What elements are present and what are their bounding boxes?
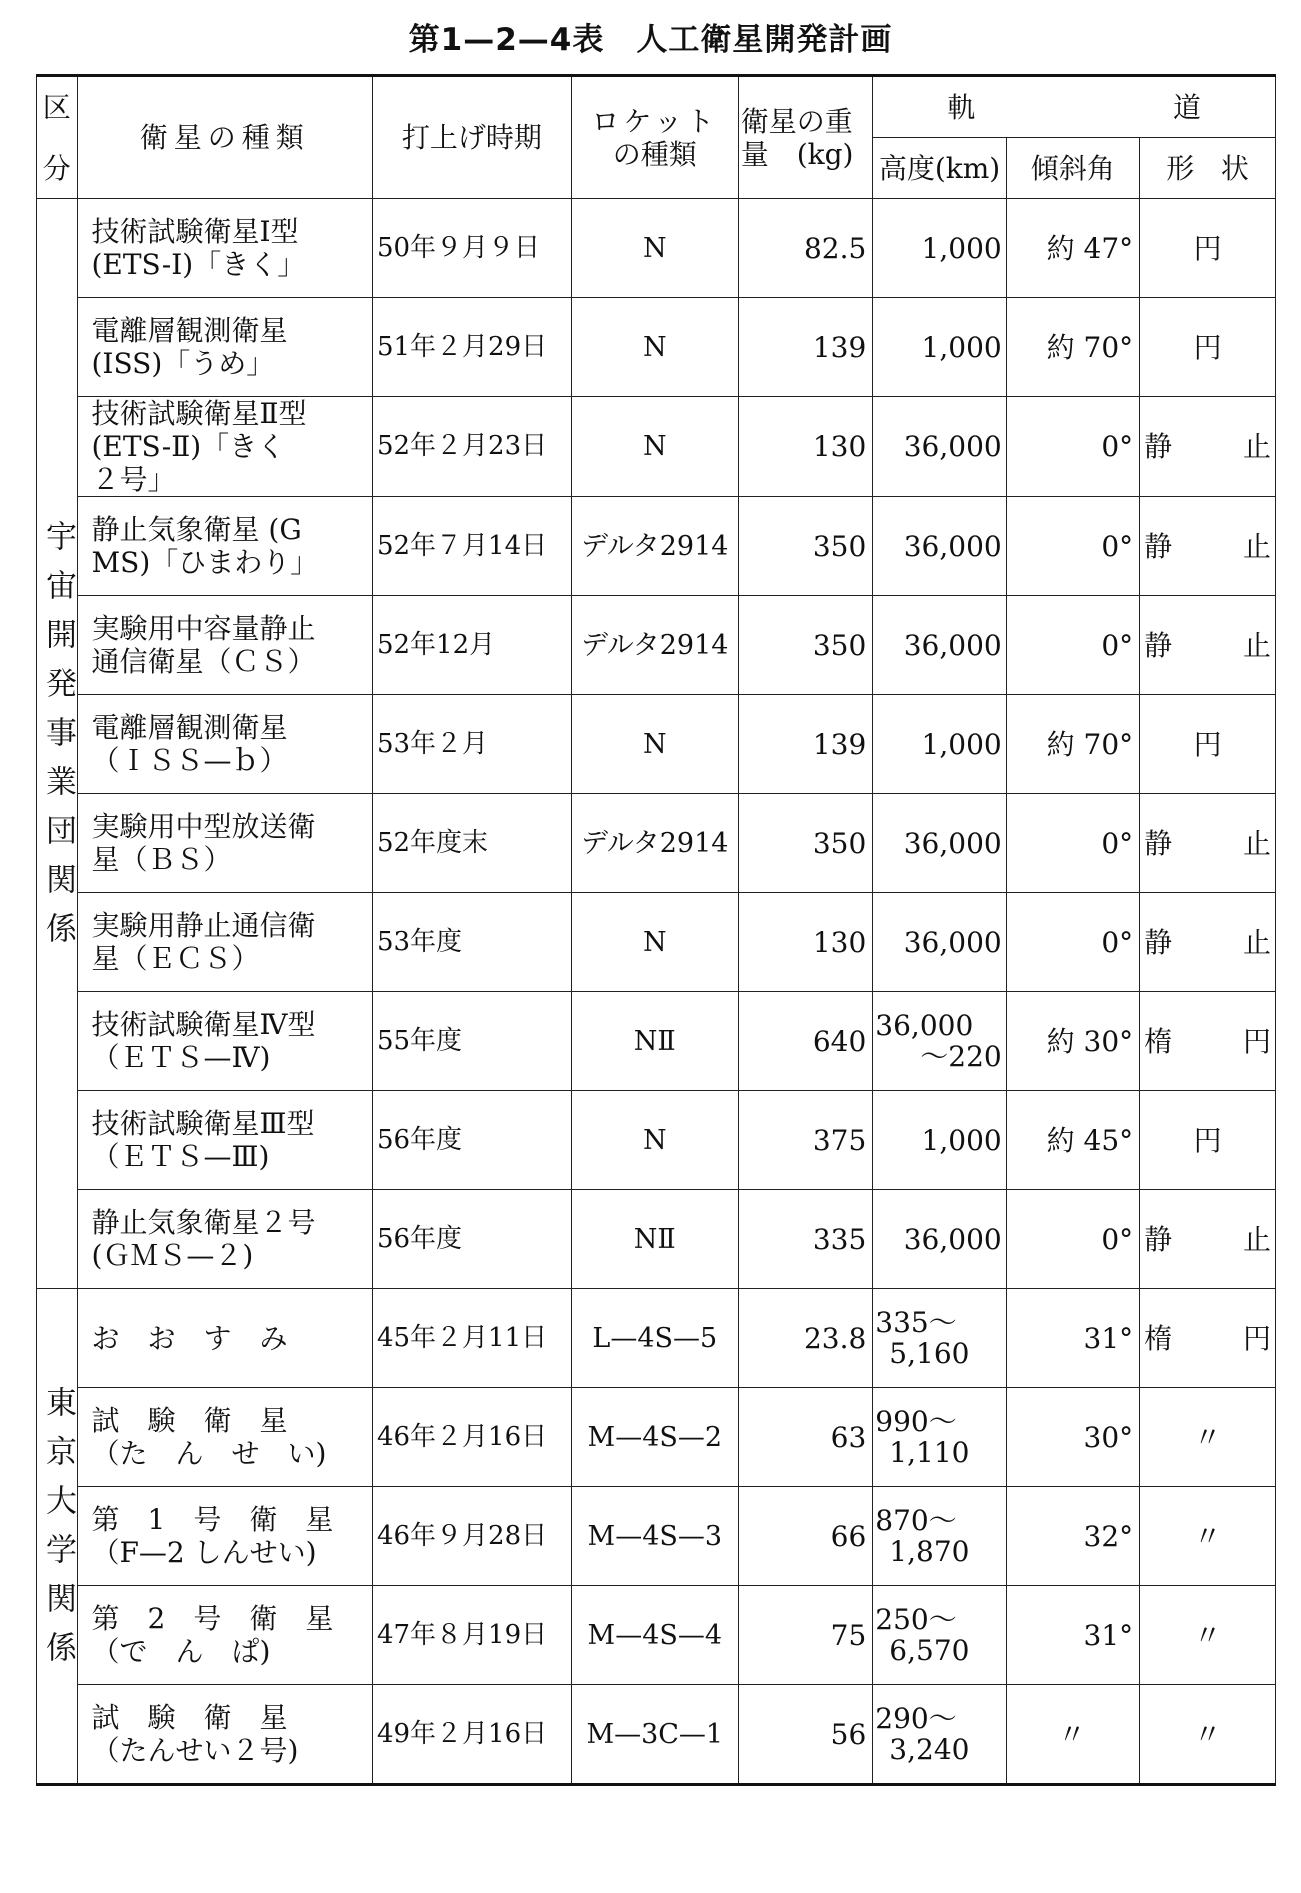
orbit-inclination: 31° — [1006, 1289, 1139, 1388]
orbit-inclination: 約 70° — [1006, 695, 1139, 794]
satellite-weight: 63 — [738, 1388, 873, 1487]
table-title: 第1—2—4表 人工衛星開発計画 — [408, 22, 893, 58]
table-row — [37, 497, 1276, 596]
orbit-inclination: 0° — [1006, 893, 1139, 992]
orbit-altitude: 1,000 — [873, 298, 1006, 397]
orbit-shape: 円 — [1140, 1091, 1276, 1190]
launch-date: 55年度 — [372, 992, 571, 1091]
satellite-table — [36, 74, 1276, 1786]
table-row — [37, 794, 1276, 893]
launch-date: 53年２月 — [372, 695, 571, 794]
orbit-altitude: 36,000 — [873, 497, 1006, 596]
table-row — [37, 397, 1276, 497]
orbit-shape: 〃 — [1140, 1586, 1276, 1685]
satellite-weight: 335 — [738, 1190, 873, 1289]
table-row — [37, 298, 1276, 397]
satellite-weight: 23.8 — [738, 1289, 873, 1388]
rocket-type: N — [571, 397, 738, 497]
rocket-type: M—3C—1 — [571, 1685, 738, 1785]
rocket-type: M—4S—3 — [571, 1487, 738, 1586]
satellite-name: 技術試験衛星Ⅰ型 (ETS-Ⅰ)「きく」 — [77, 199, 372, 298]
header-shape: 形 状 — [1140, 138, 1276, 199]
launch-date: 46年９月28日 — [372, 1487, 571, 1586]
header-rocket-type: ロケット の種類 — [571, 76, 738, 199]
satellite-weight: 139 — [738, 695, 873, 794]
header-satellite-type: 衛星の種類 — [77, 76, 372, 199]
satellite-weight: 130 — [738, 397, 873, 497]
satellite-weight: 350 — [738, 596, 873, 695]
satellite-name: 技術試験衛星Ⅱ型 (ETS-Ⅱ)「きく ２号」 — [77, 397, 372, 497]
launch-date: 52年７月14日 — [372, 497, 571, 596]
orbit-shape: 〃 — [1140, 1685, 1276, 1785]
orbit-inclination: 0° — [1006, 596, 1139, 695]
orbit-inclination: 〃 — [1006, 1685, 1139, 1785]
launch-date: 52年12月 — [372, 596, 571, 695]
orbit-altitude: 36,000 — [873, 893, 1006, 992]
orbit-shape: 静 止 — [1140, 1190, 1276, 1289]
orbit-inclination: 0° — [1006, 497, 1139, 596]
satellite-weight: 82.5 — [738, 199, 873, 298]
rocket-type: デルタ2914 — [571, 497, 738, 596]
orbit-shape: 静 止 — [1140, 497, 1276, 596]
orbit-shape: 円 — [1140, 199, 1276, 298]
table-body — [37, 199, 1276, 1785]
satellite-name: 実験用中型放送衛 星（ＢＳ） — [77, 794, 372, 893]
satellite-weight: 350 — [738, 794, 873, 893]
orbit-shape: 静 止 — [1140, 794, 1276, 893]
orbit-altitude: 36,000 — [873, 397, 1006, 497]
orbit-altitude: 870～ 1,870 — [873, 1487, 1006, 1586]
satellite-name: 静止気象衛星２号 (ＧＭＳ—２) — [77, 1190, 372, 1289]
launch-date: 46年２月16日 — [372, 1388, 571, 1487]
rocket-type: M—4S—4 — [571, 1586, 738, 1685]
table-row — [37, 1487, 1276, 1586]
orbit-inclination: 31° — [1006, 1586, 1139, 1685]
satellite-name: 静止気象衛星 (G MS)「ひまわり」 — [77, 497, 372, 596]
orbit-altitude: 36,000 — [873, 1190, 1006, 1289]
orbit-inclination: 約 30° — [1006, 992, 1139, 1091]
rocket-type: N — [571, 298, 738, 397]
orbit-shape: 静 止 — [1140, 397, 1276, 497]
orbit-altitude: 250～ 6,570 — [873, 1586, 1006, 1685]
orbit-altitude: 36,000 ～220 — [873, 992, 1006, 1091]
launch-date: 52年２月23日 — [372, 397, 571, 497]
table-row — [37, 893, 1276, 992]
table-row — [37, 1586, 1276, 1685]
satellite-weight: 350 — [738, 497, 873, 596]
table-row — [37, 1091, 1276, 1190]
header-launch-period: 打上げ時期 — [372, 76, 571, 199]
orbit-shape: 円 — [1140, 695, 1276, 794]
rocket-type: N — [571, 695, 738, 794]
satellite-weight: 640 — [738, 992, 873, 1091]
launch-date: 45年２月11日 — [372, 1289, 571, 1388]
table-row — [37, 695, 1276, 794]
orbit-shape: 静 止 — [1140, 893, 1276, 992]
launch-date: 56年度 — [372, 1190, 571, 1289]
orbit-altitude: 1,000 — [873, 1091, 1006, 1190]
orbit-inclination: 約 47° — [1006, 199, 1139, 298]
orbit-inclination: 32° — [1006, 1487, 1139, 1586]
orbit-inclination: 0° — [1006, 1190, 1139, 1289]
satellite-weight: 139 — [738, 298, 873, 397]
satellite-name: 実験用静止通信衛 星（ＥＣＳ） — [77, 893, 372, 992]
satellite-name: 第 1 号 衛 星 （F—2 しんせい) — [77, 1487, 372, 1586]
launch-date: 51年２月29日 — [372, 298, 571, 397]
orbit-altitude: 36,000 — [873, 794, 1006, 893]
table-row — [37, 1190, 1276, 1289]
rocket-type: N — [571, 1091, 738, 1190]
satellite-weight: 66 — [738, 1487, 873, 1586]
table-row — [37, 1685, 1276, 1785]
header-inclination: 傾斜角 — [1006, 138, 1139, 199]
section-label: 宇宙開発事業団関係 — [37, 199, 78, 1289]
table-row — [37, 199, 1276, 298]
launch-date: 52年度末 — [372, 794, 571, 893]
rocket-type: デルタ2914 — [571, 596, 738, 695]
table-row — [37, 596, 1276, 695]
header-satellite-weight: 衛星の重 量 (kg) — [738, 76, 873, 199]
orbit-shape: 静 止 — [1140, 596, 1276, 695]
rocket-type: NⅡ — [571, 992, 738, 1091]
launch-date: 47年８月19日 — [372, 1586, 571, 1685]
orbit-inclination: 0° — [1006, 794, 1139, 893]
satellite-weight: 56 — [738, 1685, 873, 1785]
rocket-type: L—4S—5 — [571, 1289, 738, 1388]
orbit-altitude: 290～ 3,240 — [873, 1685, 1006, 1785]
satellite-weight: 375 — [738, 1091, 873, 1190]
orbit-altitude: 36,000 — [873, 596, 1006, 695]
header-orbit: 軌 道 — [873, 76, 1276, 138]
orbit-altitude: 1,000 — [873, 199, 1006, 298]
orbit-inclination: 約 70° — [1006, 298, 1139, 397]
satellite-name: 技術試験衛星Ⅲ型 （ＥＴＳ—Ⅲ) — [77, 1091, 372, 1190]
orbit-shape: 楕 円 — [1140, 992, 1276, 1091]
rocket-type: NⅡ — [571, 1190, 738, 1289]
rocket-type: デルタ2914 — [571, 794, 738, 893]
orbit-inclination: 30° — [1006, 1388, 1139, 1487]
satellite-weight: 75 — [738, 1586, 873, 1685]
orbit-shape: 円 — [1140, 298, 1276, 397]
satellite-name: 実験用中容量静止 通信衛星（ＣＳ） — [77, 596, 372, 695]
header-altitude: 高度(km) — [873, 138, 1006, 199]
satellite-weight: 130 — [738, 893, 873, 992]
orbit-shape: 〃 — [1140, 1487, 1276, 1586]
satellite-name: 電離層観測衛星 (ISS)「うめ」 — [77, 298, 372, 397]
orbit-shape: 〃 — [1140, 1388, 1276, 1487]
rocket-type: N — [571, 199, 738, 298]
orbit-inclination: 約 45° — [1006, 1091, 1139, 1190]
section-label: 東京大学関係 — [37, 1289, 78, 1785]
table-row — [37, 1388, 1276, 1487]
satellite-name: お お す み — [77, 1289, 372, 1388]
header-section: 区 分 — [37, 76, 78, 199]
orbit-altitude: 335～ 5,160 — [873, 1289, 1006, 1388]
rocket-type: N — [571, 893, 738, 992]
satellite-name: 第 2 号 衛 星 （で ん ぱ) — [77, 1586, 372, 1685]
launch-date: 56年度 — [372, 1091, 571, 1190]
table-row — [37, 1289, 1276, 1388]
table-row — [37, 992, 1276, 1091]
satellite-name: 試 験 衛 星 （た ん せ い) — [77, 1388, 372, 1487]
orbit-altitude: 990～ 1,110 — [873, 1388, 1006, 1487]
orbit-inclination: 0° — [1006, 397, 1139, 497]
orbit-shape: 楕 円 — [1140, 1289, 1276, 1388]
launch-date: 53年度 — [372, 893, 571, 992]
rocket-type: M—4S—2 — [571, 1388, 738, 1487]
satellite-name: 電離層観測衛星 （ＩＳＳ—ｂ） — [77, 695, 372, 794]
satellite-name: 試 験 衛 星 （たんせい２号) — [77, 1685, 372, 1785]
orbit-altitude: 1,000 — [873, 695, 1006, 794]
satellite-name: 技術試験衛星Ⅳ型 （ＥＴＳ—Ⅳ) — [77, 992, 372, 1091]
launch-date: 49年２月16日 — [372, 1685, 571, 1785]
launch-date: 50年９月９日 — [372, 199, 571, 298]
